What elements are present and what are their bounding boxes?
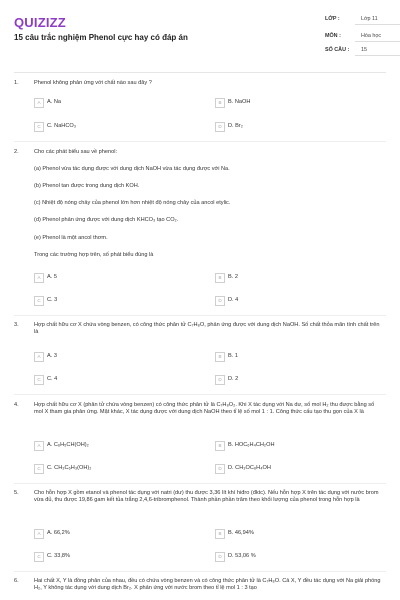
q1-option-c[interactable]: C C. NaHCO₃ xyxy=(34,122,204,133)
question-separator xyxy=(14,315,386,316)
header-divider xyxy=(14,72,386,73)
q3-option-c[interactable]: C C. 4 xyxy=(34,375,204,386)
q5-option-c[interactable]: C C. 33,8% xyxy=(34,552,204,563)
q5-option-a[interactable]: A A. 66,2% xyxy=(34,529,204,540)
question-number: 4. xyxy=(14,402,19,408)
question-separator xyxy=(14,571,386,572)
question-footer: Trong các trường hợp trên, số phát biểu đúng là xyxy=(34,252,154,258)
option-letter-box: D xyxy=(215,296,225,306)
question-text: Phenol không phản ứng với chất nào sau đây ? xyxy=(34,80,152,86)
meta-subject-value: Hóa học xyxy=(361,33,382,39)
option-letter-box: C xyxy=(34,375,44,385)
question-number: 3. xyxy=(14,322,19,328)
q2-option-a[interactable]: A A. 5 xyxy=(34,273,204,284)
q2-option-d[interactable]: D D. 4 xyxy=(215,296,385,307)
option-letter-box: C xyxy=(34,552,44,562)
q5-option-d[interactable]: D D. 53,06 % xyxy=(215,552,385,563)
option-letter-box: C xyxy=(34,464,44,474)
meta-count-value: 15 xyxy=(361,47,367,53)
option-letter-box: C xyxy=(34,296,44,306)
statement-d: (d) Phenol phản ứng được với dung dịch KHCO₃ tạo CO₂. xyxy=(34,217,179,223)
worksheet-header xyxy=(0,0,400,72)
statement-b: (b) Phenol tan được trong dung dịch KOH. xyxy=(34,183,140,189)
question-text: Hợp chất hữu cơ X (phân tử chứa vòng benzen) có công thức phân tử là C₇H₈O₂. Khi X tác dụng với Na dư, số mol H₂ thu được bằng số mol X tham gia phản ứng. Mặt khác, X tác dụng được với dung dịch NaOH theo tỉ lệ số mol 1 : 1. Công thức cấu tạo thu gọn của X là xyxy=(34,402,375,416)
question-text: Cho các phát biểu sau về phenol: xyxy=(34,149,118,155)
question-text: Cho hỗn hợp X gồm etanol và phenol tác dụng với natri (dư) thu được 3,36 lít khí hiđro (đktc). Nếu hỗn hợp X trên tác dụng với nước brom vừa đủ, thu được 19,86 gam kết tủa trắng 2,4,6-tribromphenol. Thành phần phần trăm theo khối lượng của phenol trong hỗn hợp là xyxy=(34,490,379,504)
option-letter-box: A xyxy=(34,273,44,283)
q1-option-a[interactable]: A A. Na xyxy=(34,98,204,109)
question-number: 5. xyxy=(14,490,19,496)
option-letter-box: D xyxy=(215,552,225,562)
worksheet-title: 15 câu trắc nghiệm Phenol cực hay có đáp án xyxy=(14,33,188,42)
meta-class-key: LỚP : xyxy=(325,16,340,22)
question-separator xyxy=(14,483,386,484)
q2-option-c[interactable]: C C. 3 xyxy=(34,296,204,307)
option-letter-box: D xyxy=(215,122,225,132)
option-letter-box: D xyxy=(215,464,225,474)
option-letter-box: B xyxy=(215,441,225,451)
option-letter-box: A xyxy=(34,441,44,451)
option-letter-box: B xyxy=(215,352,225,362)
option-letter-box: B xyxy=(215,529,225,539)
option-letter-box: A xyxy=(34,352,44,362)
question-number: 6. xyxy=(14,578,19,584)
q1-option-b[interactable]: B B. NaOH xyxy=(215,98,385,109)
q4-option-a[interactable]: A A. C₆H₅CH(OH)₂ xyxy=(34,441,204,452)
q3-option-d[interactable]: D D. 2 xyxy=(215,375,385,386)
q1-option-d[interactable]: D D. Br₂ xyxy=(215,122,385,133)
q4-option-d[interactable]: D D. CH₃OC₆H₄OH xyxy=(215,464,385,475)
option-letter-box: B xyxy=(215,273,225,283)
meta-count-key: SỐ CÂU : xyxy=(325,47,350,53)
statement-e: (e) Phenol là một ancol thơm. xyxy=(34,235,108,241)
q3-option-b[interactable]: B B. 1 xyxy=(215,352,385,363)
option-letter-box: B xyxy=(215,98,225,108)
q4-option-b[interactable]: B B. HOC₆H₄CH₂OH xyxy=(215,441,385,452)
meta-subject-key: MÔN : xyxy=(325,33,341,39)
question-separator xyxy=(14,141,386,142)
question-text: Hai chất X, Y là đồng phân của nhau, đều có chứa vòng benzen và có công thức phân tử là C₇H₈O. Cả X, Y đều tác dụng với Na giải phóng H₂, Y không tác dụng với dung dịch Br₂. X phản ứng với nước brom theo tỉ lệ mol 1 : 3 tạo xyxy=(34,578,381,592)
statement-a: (a) Phenol vừa tác dụng được với dung dịch NaOH vừa tác dụng được với Na. xyxy=(34,166,230,172)
option-letter-box: D xyxy=(215,375,225,385)
question-text: Hợp chất hữu cơ X chứa vòng benzen, có công thức phân tử C₇H₈O, phản ứng được với dung dịch NaOH. Số chất thỏa mãn tính chất trên là xyxy=(34,322,380,336)
q5-option-b[interactable]: B B. 46,94% xyxy=(215,529,385,540)
option-letter-box: A xyxy=(34,529,44,539)
meta-class-value: Lớp 11 xyxy=(361,16,378,22)
q3-option-a[interactable]: A A. 3 xyxy=(34,352,204,363)
quizizz-logo: QUIZIZZ xyxy=(14,15,66,30)
statement-c: (c) Nhiệt độ nóng chảy của phenol lớn hơn nhiệt độ nóng chảy của ancol etylic. xyxy=(34,200,231,206)
q4-option-c[interactable]: C C. CH₃C₆H₃(OH)₂ xyxy=(34,464,204,475)
question-number: 1. xyxy=(14,80,19,86)
option-letter-box: C xyxy=(34,122,44,132)
q2-option-b[interactable]: B B. 2 xyxy=(215,273,385,284)
option-letter-box: A xyxy=(34,98,44,108)
question-separator xyxy=(14,394,386,395)
question-number: 2. xyxy=(14,149,19,155)
